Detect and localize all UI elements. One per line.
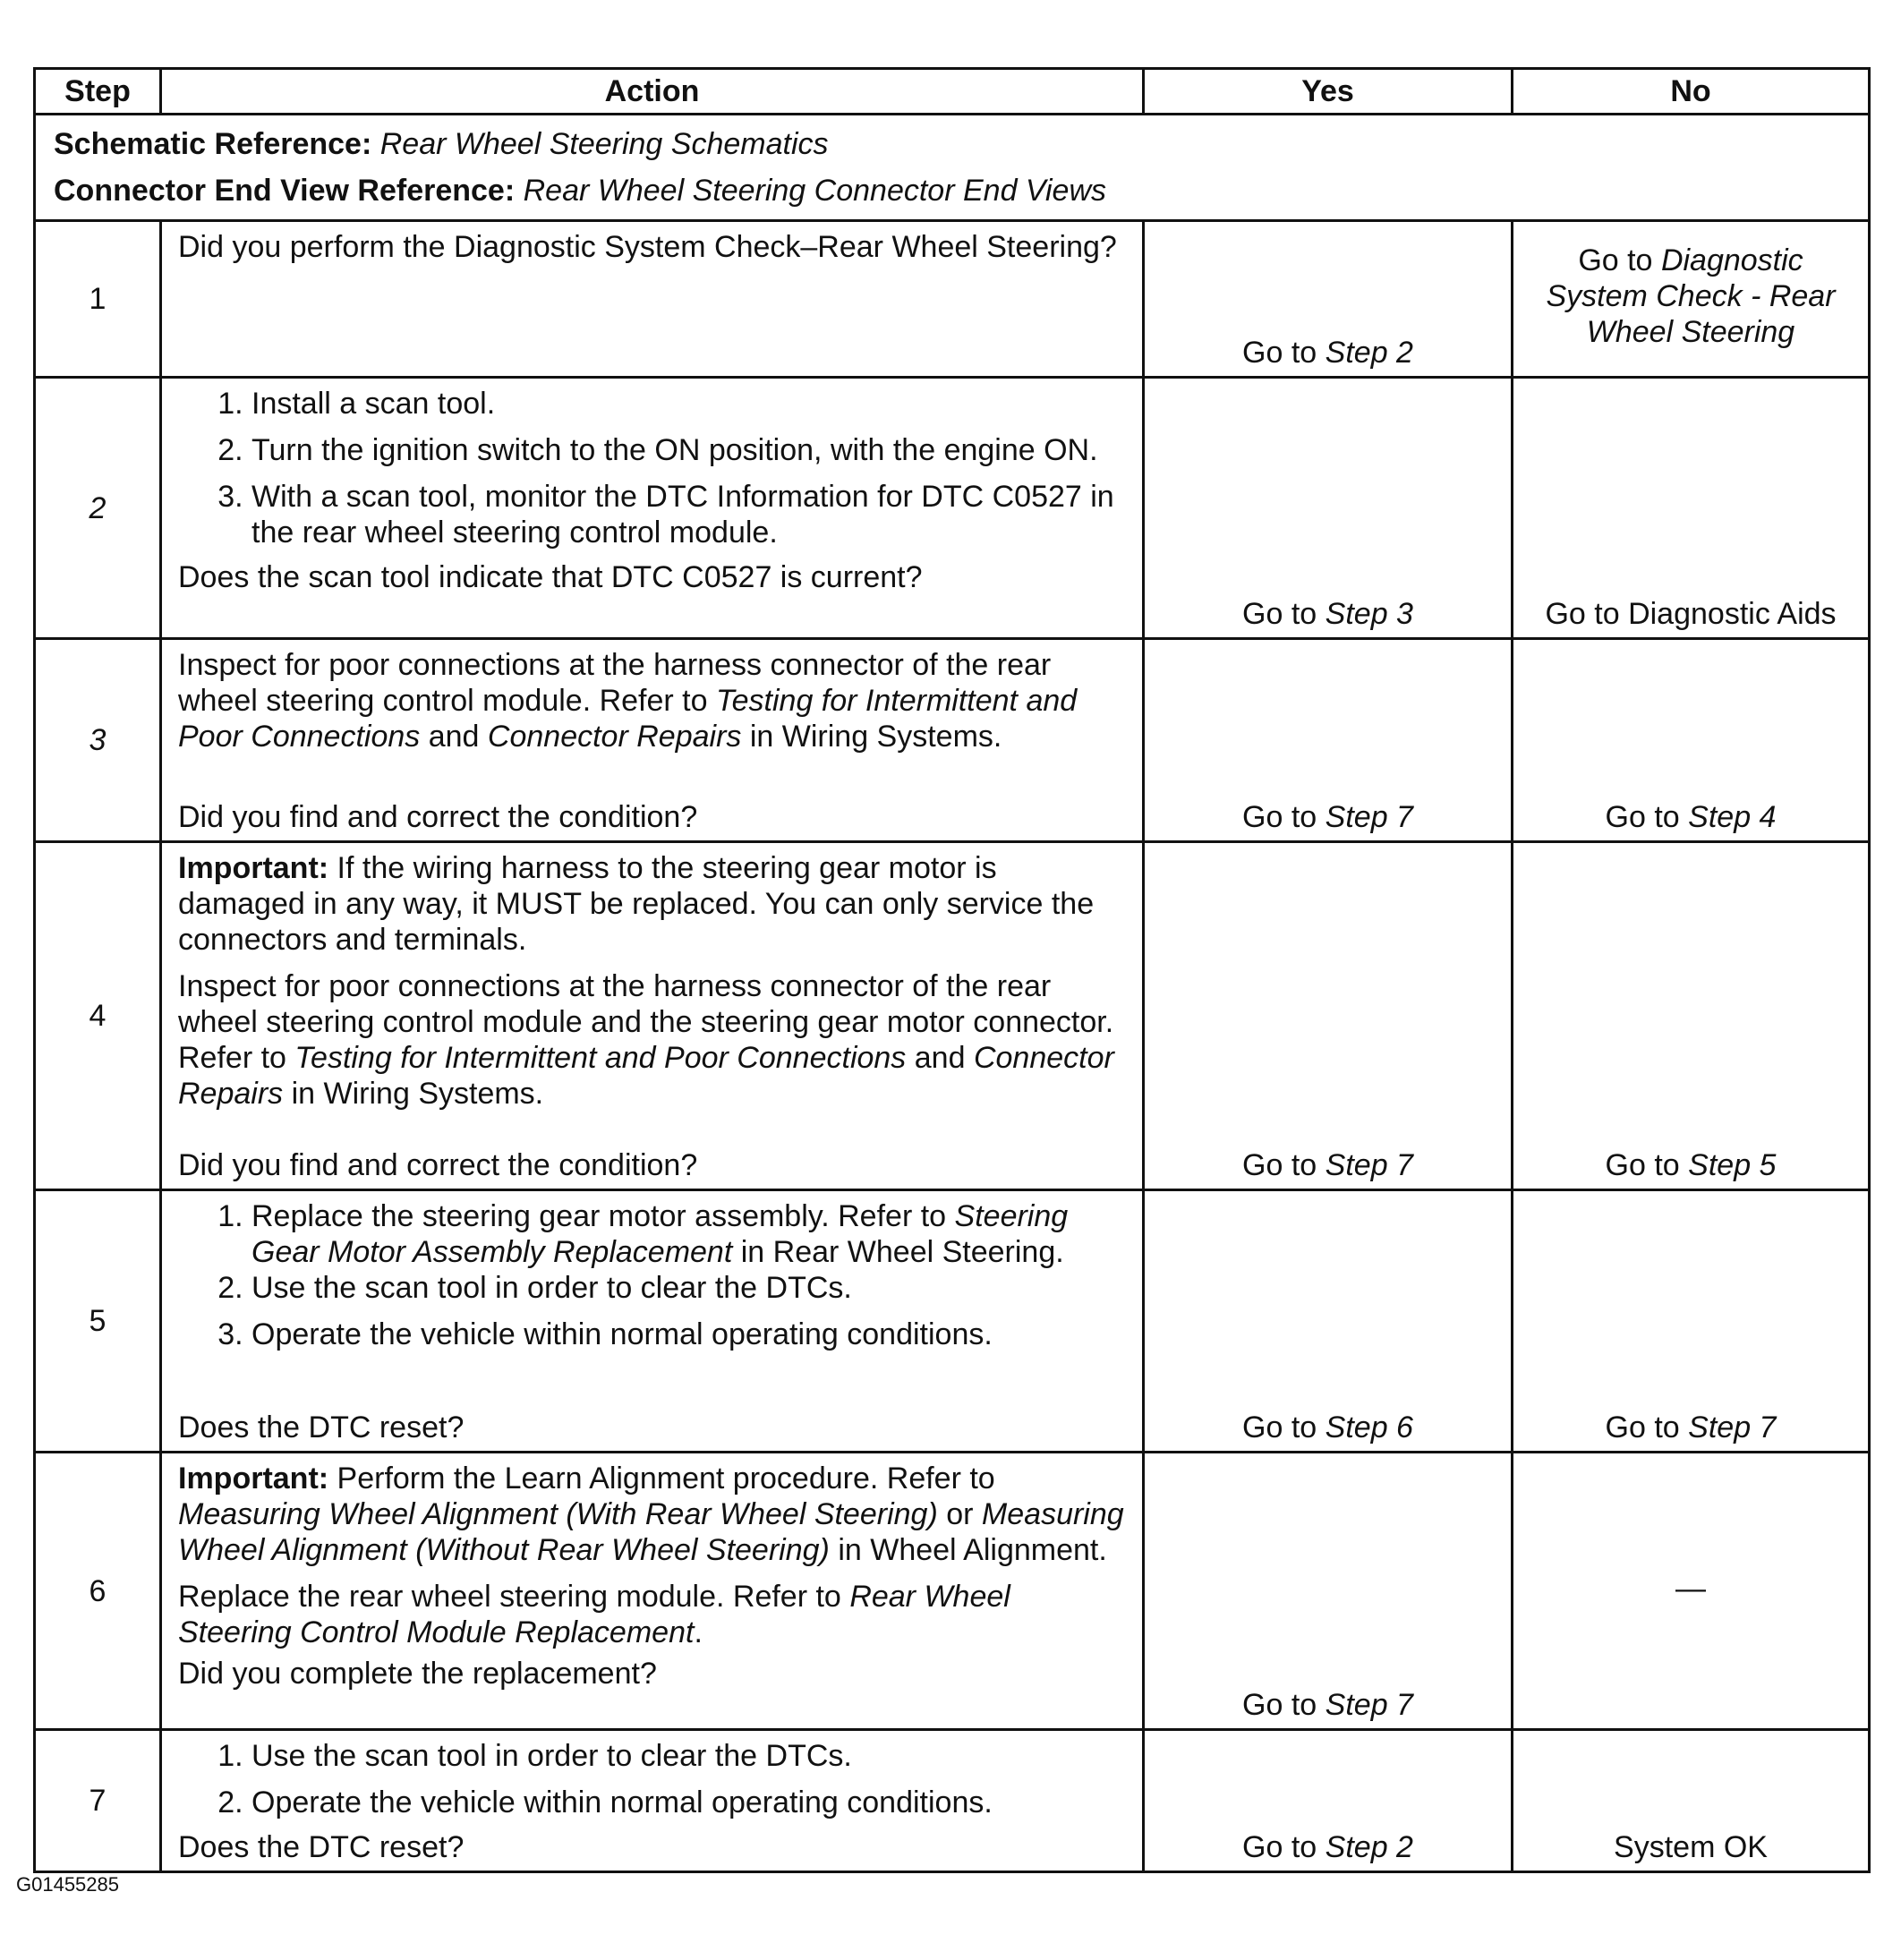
no-link[interactable]: Step 7 bbox=[1688, 1410, 1777, 1444]
go-to-label: Go to bbox=[1242, 1148, 1317, 1182]
connector-reference-link[interactable]: Rear Wheel Steering Connector End Views bbox=[523, 174, 1107, 208]
yes-link[interactable]: Step 2 bbox=[1325, 336, 1413, 370]
yes-cell bbox=[1144, 1453, 1513, 1730]
no-value: System OK bbox=[1614, 1830, 1768, 1864]
important-label: Important: bbox=[178, 1461, 329, 1496]
no-link[interactable]: Step 5 bbox=[1688, 1148, 1777, 1182]
yes-link[interactable]: Step 3 bbox=[1325, 597, 1413, 631]
go-to-label: Go to bbox=[1605, 1148, 1680, 1182]
go-to-label: Go to bbox=[1242, 1410, 1317, 1444]
step-number: 1 bbox=[35, 221, 161, 378]
action-cell bbox=[161, 1190, 1144, 1453]
list-item: 3. Operate the vehicle within normal operating conditions. bbox=[251, 1317, 1126, 1352]
list-item: 2. Turn the ignition switch to the ON position, with the engine ON. bbox=[251, 432, 1126, 468]
reference-link[interactable]: Testing for Intermittent and Poor Connections bbox=[294, 1041, 907, 1075]
reference-cell bbox=[35, 115, 1870, 221]
instruction-list bbox=[178, 1198, 1126, 1352]
header-step: Step bbox=[35, 69, 161, 115]
question-text: Did you find and correct the condition? bbox=[178, 800, 698, 834]
step-number: 2 bbox=[35, 378, 161, 639]
connector-reference-label: Connector End View Reference: bbox=[54, 174, 516, 208]
go-to-label: Go to bbox=[1242, 1688, 1317, 1722]
go-to-label: Go to bbox=[1605, 1410, 1680, 1444]
go-to-label: Go to bbox=[1578, 243, 1653, 277]
go-to-label: Go to bbox=[1242, 336, 1317, 370]
no-cell bbox=[1513, 378, 1870, 639]
instruction-list bbox=[178, 1738, 1126, 1820]
important-label: Important: bbox=[178, 851, 329, 885]
yes-cell bbox=[1144, 378, 1513, 639]
header-no: No bbox=[1513, 69, 1870, 115]
no-cell bbox=[1513, 1453, 1870, 1730]
schematic-reference-link[interactable]: Rear Wheel Steering Schematics bbox=[379, 127, 829, 161]
header-row bbox=[35, 69, 1870, 115]
table-row bbox=[35, 639, 1870, 842]
list-item: 1. Replace the steering gear motor assembly. Refer to Steering Gear Motor Assembly Replacement in Rear Wheel Steering. bbox=[251, 1198, 1126, 1270]
instruction-list bbox=[178, 386, 1126, 550]
action-cell bbox=[161, 1453, 1144, 1730]
table-row bbox=[35, 221, 1870, 378]
go-to-label: Go to bbox=[1242, 800, 1317, 834]
action-cell bbox=[161, 1730, 1144, 1872]
question-text: Did you find and correct the condition? bbox=[178, 1148, 698, 1182]
question-text: Does the DTC reset? bbox=[178, 1410, 465, 1444]
no-link[interactable]: Diagnostic System Check - Rear Wheel Steering bbox=[1546, 243, 1836, 349]
no-link[interactable]: Step 4 bbox=[1688, 800, 1777, 834]
no-link[interactable]: Go to Diagnostic Aids bbox=[1545, 597, 1837, 631]
header-action: Action bbox=[161, 69, 1144, 115]
header-yes: Yes bbox=[1144, 69, 1513, 115]
list-item: 3. With a scan tool, monitor the DTC Information for DTC C0527 in the rear wheel steering control module. bbox=[251, 479, 1126, 550]
go-to-label: Go to bbox=[1605, 800, 1680, 834]
go-to-label: Go to bbox=[1242, 597, 1317, 631]
yes-link[interactable]: Step 6 bbox=[1325, 1410, 1413, 1444]
step-number: 7 bbox=[35, 1730, 161, 1872]
reference-link[interactable]: Measuring Wheel Alignment (With Rear Wheel Steering) bbox=[178, 1497, 938, 1531]
action-cell bbox=[161, 378, 1144, 639]
no-cell bbox=[1513, 1190, 1870, 1453]
step-number: 3 bbox=[35, 639, 161, 842]
question-text: Did you perform the Diagnostic System Check–Rear Wheel Steering? bbox=[178, 230, 1117, 264]
no-cell bbox=[1513, 221, 1870, 378]
question-text: Does the scan tool indicate that DTC C0527 is current? bbox=[178, 560, 923, 594]
table-row bbox=[35, 1453, 1870, 1730]
question-text: Does the DTC reset? bbox=[178, 1830, 465, 1864]
table-row bbox=[35, 1730, 1870, 1872]
instruction-text: Inspect for poor connections at the harness connector of the rear wheel steering control module and the steering gear motor connector. Refer to Testing for Intermittent and Poor Connections and Connector Repairs in Wiring Systems. bbox=[178, 969, 1114, 1111]
question-text: Did you complete the replacement? bbox=[178, 1657, 657, 1691]
yes-link[interactable]: Step 7 bbox=[1325, 800, 1413, 834]
step-number: 4 bbox=[35, 842, 161, 1190]
yes-cell bbox=[1144, 1730, 1513, 1872]
reference-link[interactable]: Steering Gear Motor Assembly Replacement bbox=[251, 1199, 1069, 1269]
list-item: 1. Use the scan tool in order to clear the DTCs. bbox=[251, 1738, 1126, 1774]
reference-link[interactable]: Connector Repairs bbox=[487, 720, 742, 754]
table-row bbox=[35, 842, 1870, 1190]
step-number: 5 bbox=[35, 1190, 161, 1453]
yes-cell bbox=[1144, 639, 1513, 842]
schematic-reference-label: Schematic Reference: bbox=[54, 127, 372, 161]
yes-cell bbox=[1144, 1190, 1513, 1453]
figure-id: G01455285 bbox=[16, 1873, 119, 1896]
important-note: Important: Perform the Learn Alignment procedure. Refer to Measuring Wheel Alignment (With Rear Wheel Steering) or Measuring Wheel Alignment (Without Rear Wheel Steering) in Wheel Alignment. bbox=[178, 1461, 1124, 1567]
yes-link[interactable]: Step 7 bbox=[1325, 1688, 1413, 1722]
reference-link[interactable]: Rear Wheel Steering Control Module Replacement bbox=[178, 1580, 1010, 1649]
yes-link[interactable]: Step 2 bbox=[1325, 1830, 1413, 1864]
reference-link[interactable]: Connector Repairs bbox=[178, 1041, 1114, 1111]
yes-cell bbox=[1144, 221, 1513, 378]
reference-link[interactable]: Testing for Intermittent and Poor Connections bbox=[178, 684, 1078, 754]
step-number: 6 bbox=[35, 1453, 161, 1730]
important-note: Important: If the wiring harness to the steering gear motor is damaged in any way, it MUST be replaced. You can only service the connectors and terminals. bbox=[178, 851, 1095, 957]
action-cell bbox=[161, 842, 1144, 1190]
schematic-reference bbox=[54, 121, 1850, 167]
action-cell bbox=[161, 639, 1144, 842]
diagnostic-table bbox=[33, 67, 1871, 1873]
no-value: — bbox=[1675, 1571, 1706, 1606]
list-item: 1. Install a scan tool. bbox=[251, 386, 1126, 422]
reference-row bbox=[35, 115, 1870, 221]
instruction-text: Inspect for poor connections at the harness connector of the rear wheel steering control module. Refer to Testing for Intermittent and Poor Connections and Connector Repairs in Wiring Systems. bbox=[178, 648, 1078, 754]
no-cell bbox=[1513, 842, 1870, 1190]
connector-reference bbox=[54, 167, 1850, 214]
list-item: 2. Operate the vehicle within normal operating conditions. bbox=[251, 1785, 1126, 1820]
no-cell bbox=[1513, 639, 1870, 842]
table-row bbox=[35, 378, 1870, 639]
yes-cell bbox=[1144, 842, 1513, 1190]
go-to-label: Go to bbox=[1242, 1830, 1317, 1864]
yes-link[interactable]: Step 7 bbox=[1325, 1148, 1413, 1182]
reference-link[interactable]: Measuring Wheel Alignment (Without Rear Wheel Steering) bbox=[178, 1497, 1124, 1567]
no-cell bbox=[1513, 1730, 1870, 1872]
action-cell bbox=[161, 221, 1144, 378]
instruction-text: Replace the rear wheel steering module. Refer to Rear Wheel Steering Control Module Replacement. bbox=[178, 1580, 1010, 1649]
table-row bbox=[35, 1190, 1870, 1453]
list-item: 2. Use the scan tool in order to clear the DTCs. bbox=[251, 1270, 1126, 1306]
